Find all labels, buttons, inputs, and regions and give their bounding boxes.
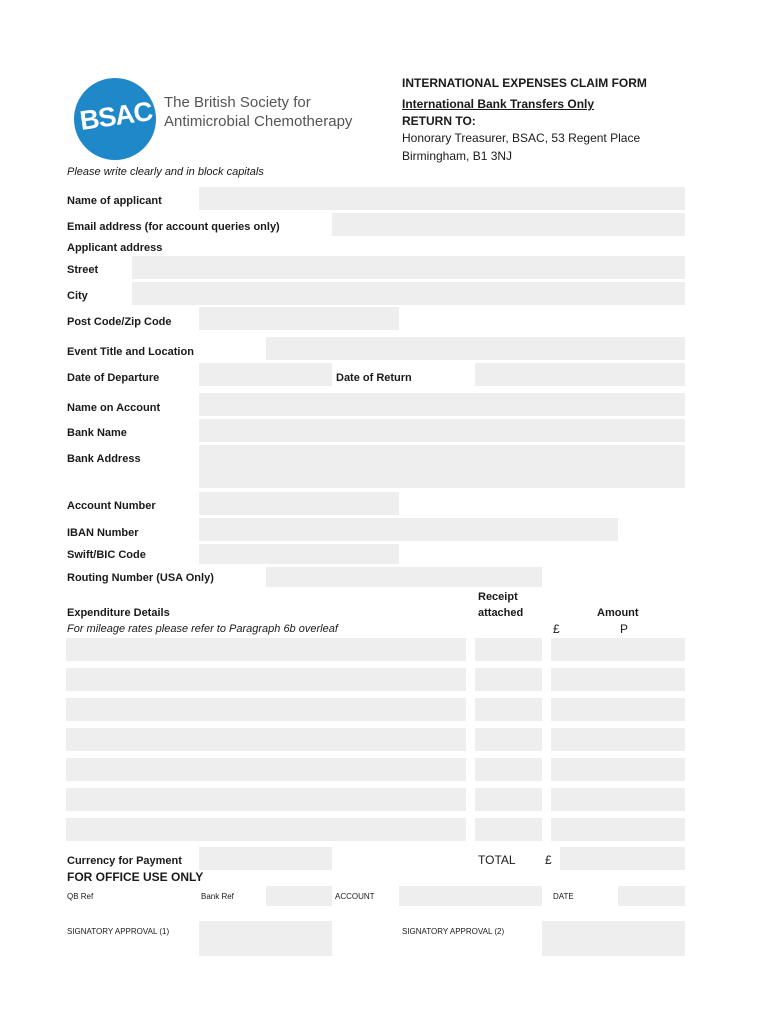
swift-field[interactable] [199, 544, 399, 564]
amount-field[interactable] [551, 758, 685, 781]
date-label: DATE [553, 892, 574, 901]
routing-field[interactable] [266, 567, 542, 587]
expenditure-detail-field[interactable] [66, 788, 466, 811]
expenditure-detail-field[interactable] [66, 638, 466, 661]
qb-ref-label: QB Ref [67, 892, 94, 901]
city-label: City [67, 290, 88, 302]
org-line-2: Antimicrobial Chemotherapy [164, 113, 353, 130]
account-number-field[interactable] [199, 492, 399, 515]
signatory-1-label: SIGNATORY APPROVAL (1) [67, 927, 170, 936]
post-code-field[interactable] [199, 307, 399, 330]
event-title-field[interactable] [266, 337, 685, 360]
return-address-line-1: Honorary Treasurer, BSAC, 53 Regent Place [402, 131, 641, 145]
office-use-heading: FOR OFFICE USE ONLY [67, 870, 204, 884]
iban-label: IBAN Number [67, 527, 139, 539]
receipt-attached-field[interactable] [475, 668, 542, 691]
qb-ref-field[interactable] [132, 886, 192, 906]
return-address-line-2: Birmingham, B1 3NJ [402, 149, 513, 163]
email-field[interactable] [332, 213, 685, 236]
amount-field[interactable] [551, 698, 685, 721]
name-of-applicant-label: Name of applicant [67, 195, 162, 207]
name-on-account-label: Name on Account [67, 402, 161, 414]
name-of-applicant-field[interactable] [199, 187, 685, 210]
event-title-label: Event Title and Location [67, 346, 194, 358]
total-field[interactable] [560, 847, 685, 870]
form-subtitle: International Bank Transfers Only [402, 97, 595, 111]
expenditure-detail-field[interactable] [66, 698, 466, 721]
street-label: Street [67, 264, 99, 276]
swift-label: Swift/BIC Code [67, 549, 146, 561]
total-currency-symbol: £ [545, 853, 552, 867]
iban-field[interactable] [199, 518, 618, 541]
mileage-note: For mileage rates please refer to Paragraph 6b overleaf [67, 623, 338, 635]
date-of-departure-label: Date of Departure [67, 372, 160, 384]
receipt-attached-field[interactable] [475, 788, 542, 811]
return-to-label: RETURN TO: [402, 114, 476, 128]
receipt-attached-field[interactable] [475, 758, 542, 781]
applicant-address-label: Applicant address [67, 242, 163, 254]
expenditure-detail-field[interactable] [66, 758, 466, 781]
bank-name-label: Bank Name [67, 427, 127, 439]
pounds-symbol: £ [553, 622, 560, 636]
routing-label: Routing Number (USA Only) [67, 572, 214, 584]
receipt-attached-field[interactable] [475, 728, 542, 751]
expenditure-detail-field[interactable] [66, 728, 466, 751]
post-code-label: Post Code/Zip Code [67, 316, 172, 328]
org-line-1: The British Society for [164, 94, 311, 111]
receipt-label-line-1: Receipt [478, 591, 518, 603]
receipt-attached-field[interactable] [475, 638, 542, 661]
currency-field[interactable] [199, 847, 332, 870]
form-title: INTERNATIONAL EXPENSES CLAIM FORM [402, 76, 647, 90]
signatory-2-label: SIGNATORY APPROVAL (2) [402, 927, 505, 936]
account-label: ACCOUNT [335, 892, 375, 901]
amount-field[interactable] [551, 638, 685, 661]
organisation-name [164, 93, 352, 131]
name-on-account-field[interactable] [199, 393, 685, 416]
amount-field[interactable] [551, 728, 685, 751]
date-of-return-label: Date of Return [336, 372, 412, 384]
signatory-1-field[interactable] [199, 921, 332, 956]
account-number-label: Account Number [67, 500, 156, 512]
amount-label: Amount [597, 607, 639, 619]
amount-field[interactable] [551, 668, 685, 691]
city-field[interactable] [132, 282, 685, 305]
currency-label: Currency for Payment [67, 855, 182, 867]
office-date-field[interactable] [618, 886, 685, 906]
amount-field[interactable] [551, 788, 685, 811]
office-account-field[interactable] [399, 886, 542, 906]
receipt-attached-field[interactable] [475, 698, 542, 721]
street-field[interactable] [132, 256, 685, 279]
receipt-label-line-2: attached [478, 607, 524, 619]
bank-ref-field[interactable] [266, 886, 332, 906]
instruction-text: Please write clearly and in block capitals [67, 166, 264, 178]
expenditure-detail-field[interactable] [66, 668, 466, 691]
bank-ref-label: Bank Ref [201, 892, 234, 901]
expenditure-heading: Expenditure Details [67, 607, 170, 619]
signatory-2-field[interactable] [542, 921, 685, 956]
logo-text: BSAC [77, 96, 154, 136]
date-of-return-field[interactable] [475, 363, 685, 386]
pence-symbol: P [620, 622, 629, 636]
expenditure-detail-field[interactable] [66, 818, 466, 841]
receipt-attached-field[interactable] [475, 818, 542, 841]
bank-address-label: Bank Address [67, 453, 141, 465]
bank-address-field[interactable] [199, 445, 685, 488]
amount-field[interactable] [551, 818, 685, 841]
date-of-departure-field[interactable] [199, 363, 332, 386]
email-label: Email address (for account queries only) [67, 221, 280, 233]
bank-name-field[interactable] [199, 419, 685, 442]
total-label: TOTAL [478, 853, 516, 867]
